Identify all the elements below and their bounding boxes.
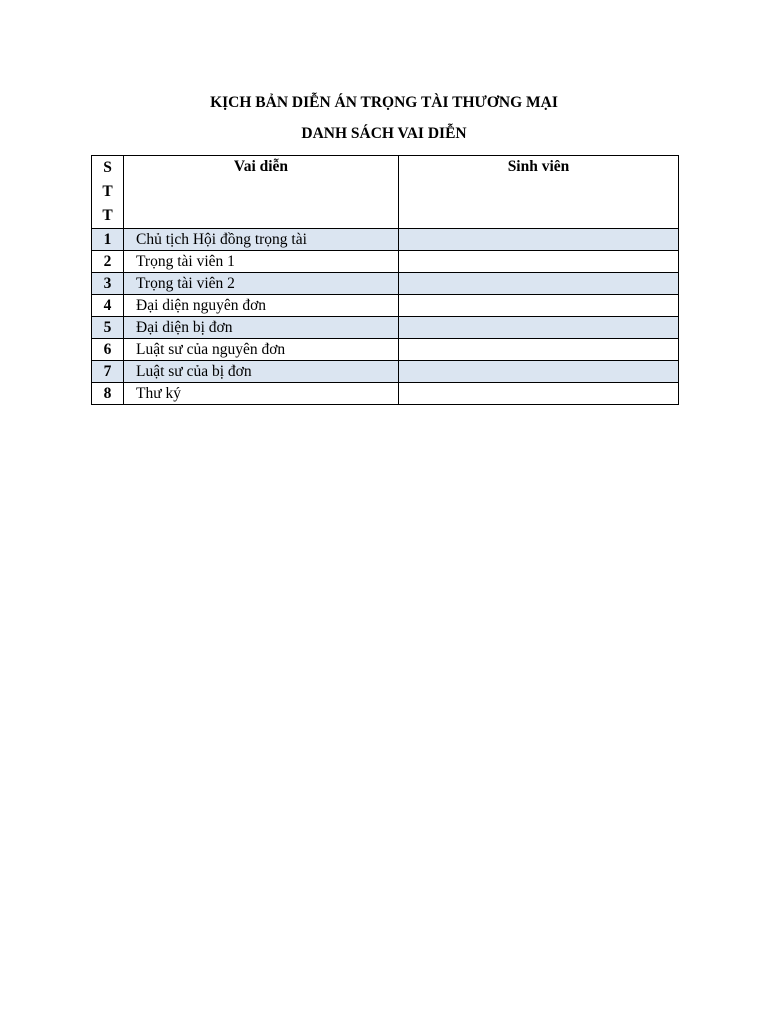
table-row — [92, 361, 679, 383]
table-row — [92, 317, 679, 339]
row-role: Chủ tịch Hội đồng trọng tài — [124, 229, 399, 251]
document-title: KỊCH BẢN DIỄN ÁN TRỌNG TÀI THƯƠNG MẠI — [210, 94, 558, 111]
row-student — [399, 251, 679, 273]
header-stt-char: S — [103, 159, 112, 176]
table-header-row — [92, 156, 679, 229]
row-role: Thư ký — [124, 383, 399, 405]
header-student: Sinh viên — [399, 156, 679, 229]
row-role: Luật sư của nguyên đơn — [124, 339, 399, 361]
row-stt: 1 — [92, 229, 124, 251]
row-role: Trọng tài viên 1 — [124, 251, 399, 273]
header-stt-char: T — [102, 183, 113, 200]
row-student — [399, 229, 679, 251]
row-stt: 3 — [92, 273, 124, 295]
row-stt: 4 — [92, 295, 124, 317]
row-student — [399, 361, 679, 383]
header-stt — [92, 156, 124, 229]
row-stt: 6 — [92, 339, 124, 361]
header-stt-char: T — [102, 207, 113, 224]
row-stt: 2 — [92, 251, 124, 273]
row-stt: 5 — [92, 317, 124, 339]
table-row — [92, 251, 679, 273]
document-subtitle: DANH SÁCH VAI DIỄN — [301, 125, 467, 142]
table-row — [92, 383, 679, 405]
roles-table — [91, 155, 679, 405]
row-role: Trọng tài viên 2 — [124, 273, 399, 295]
row-student — [399, 317, 679, 339]
row-student — [399, 383, 679, 405]
table-row — [92, 229, 679, 251]
row-stt: 8 — [92, 383, 124, 405]
row-student — [399, 339, 679, 361]
header-role: Vai diễn — [124, 156, 399, 229]
row-student — [399, 273, 679, 295]
table-row — [92, 273, 679, 295]
row-role: Luật sư của bị đơn — [124, 361, 399, 383]
row-role: Đại diện bị đơn — [124, 317, 399, 339]
table-row — [92, 295, 679, 317]
table-row — [92, 339, 679, 361]
row-role: Đại diện nguyên đơn — [124, 295, 399, 317]
row-student — [399, 295, 679, 317]
row-stt: 7 — [92, 361, 124, 383]
